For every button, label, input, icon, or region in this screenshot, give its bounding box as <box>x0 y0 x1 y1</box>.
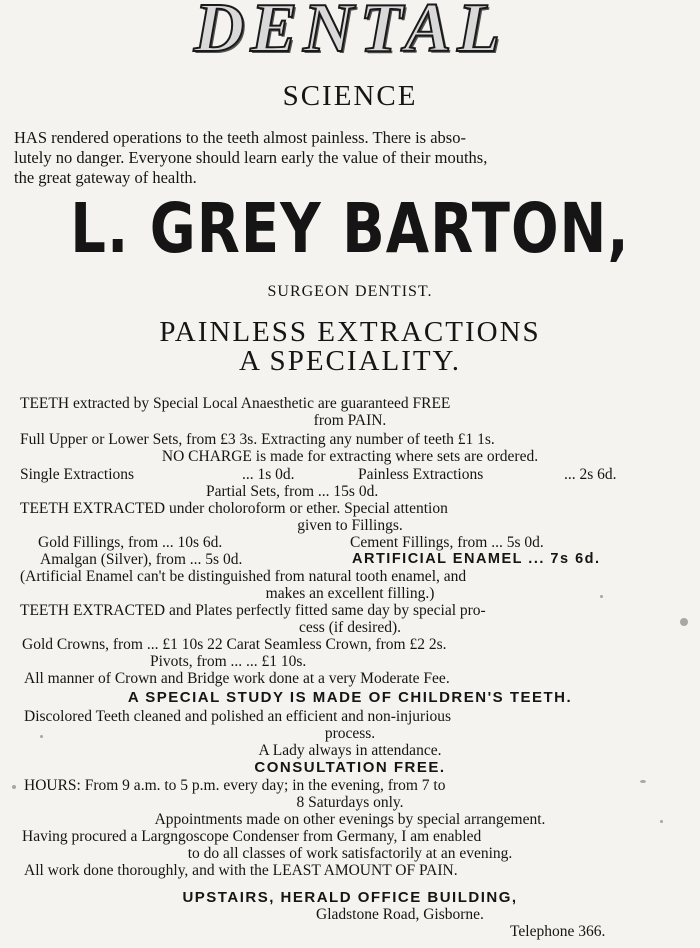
pivots-line: Pivots, from ... ... £1 10s. <box>150 653 307 670</box>
plates-line: TEETH EXTRACTED and Plates perfectly fitted same day by special pro- <box>20 602 486 619</box>
least-pain-line: All work done thoroughly, and with the LEAST AMOUNT OF PAIN. <box>24 862 458 879</box>
amalgam-price: Amalgan (Silver), from ... 5s 0d. <box>40 551 243 568</box>
crown-bridge-line: All manner of Crown and Bridge work done at a very Moderate Fee. <box>24 670 450 687</box>
print-speck <box>680 618 688 626</box>
partial-sets-line: Partial Sets, from ... 15s 0d. <box>206 483 379 500</box>
intro-line: the great gateway of health. <box>14 168 197 187</box>
print-speck <box>40 735 43 738</box>
discolored-line: Discolored Teeth cleaned and polished an efficient and non-injurious <box>24 708 452 725</box>
appointments-line: Appointments made on other evenings by special arrangement. <box>154 811 546 828</box>
single-extractions-label: Single Extractions <box>20 466 135 483</box>
plates-line-2: cess (if desired). <box>299 619 401 636</box>
masthead-title: DENTAL <box>193 0 507 67</box>
print-speck <box>600 595 603 598</box>
no-charge-line: NO CHARGE is made for extracting where sets are ordered. <box>161 448 539 465</box>
telephone-line: Telephone 366. <box>510 923 606 940</box>
specialty-heading: PAINLESS EXTRACTIONS <box>159 316 541 348</box>
print-speck <box>660 820 663 823</box>
print-speck <box>12 785 16 789</box>
condenser-line: Having procured a Largngoscope Condenser from Germany, I am enabled <box>22 828 482 845</box>
address-heading: UPSTAIRS, HERALD OFFICE BUILDING, <box>182 889 518 906</box>
local-anaesthetic-line-2: from PAIN. <box>313 412 387 429</box>
practitioner-title: SURGEON DENTIST. <box>267 283 433 300</box>
specialty-subheading: A SPECIALITY. <box>238 345 462 377</box>
painless-extractions-price: ... 2s 6d. <box>564 466 617 483</box>
gold-fillings-price: Gold Fillings, from ... 10s 6d. <box>38 534 223 551</box>
hours-line-2: 8 Saturdays only. <box>296 794 404 811</box>
lady-attendance-line: A Lady always in attendance. <box>258 742 442 759</box>
cement-fillings-price: Cement Fillings, from ... 5s 0d. <box>350 534 544 551</box>
chloroform-line: TEETH EXTRACTED under choloroform or ether. Special attention <box>20 500 448 517</box>
sets-line: Full Upper or Lower Sets, from £3 3s. Extracting any number of teeth £1 1s. <box>20 431 495 448</box>
discolored-line-2: process. <box>324 725 376 742</box>
intro-line: HAS rendered operations to the teeth almost painless. There is abso- <box>14 128 466 147</box>
fillings-line: given to Fillings. <box>297 517 403 534</box>
painless-extractions-label: Painless Extractions <box>358 466 484 483</box>
consultation-free-heading: CONSULTATION FREE. <box>254 759 446 776</box>
condenser-line-2: to do all classes of work satisfactorily at an evening. <box>187 845 513 862</box>
enamel-note-line: (Artificial Enamel can't be distinguished from natural tooth enamel, and <box>20 568 467 585</box>
address-line: Gladstone Road, Gisborne. <box>316 906 484 923</box>
print-speck <box>640 780 646 783</box>
local-anaesthetic-line: TEETH extracted by Special Local Anaesthetic are guaranteed FREE <box>20 395 451 412</box>
intro-line: lutely no danger. Everyone should learn early the value of their mouths, <box>14 148 488 167</box>
children-study-heading: A SPECIAL STUDY IS MADE OF CHILDREN'S TEETH. <box>127 689 573 706</box>
enamel-note-line-2: makes an excellent filling.) <box>265 585 435 602</box>
hours-line: HOURS: From 9 a.m. to 5 p.m. every day; in the evening, from 7 to <box>24 777 446 794</box>
masthead-subtitle: SCIENCE <box>282 80 418 112</box>
single-extractions-price: ... 1s 0d. <box>242 466 295 483</box>
gold-crowns-line: Gold Crowns, from ... £1 10s 22 Carat Seamless Crown, from £2 2s. <box>22 636 447 653</box>
artificial-enamel-price: ARTIFICIAL ENAMEL ... 7s 6d. <box>352 551 601 567</box>
practitioner-name: L. GREY BARTON, <box>70 189 630 270</box>
